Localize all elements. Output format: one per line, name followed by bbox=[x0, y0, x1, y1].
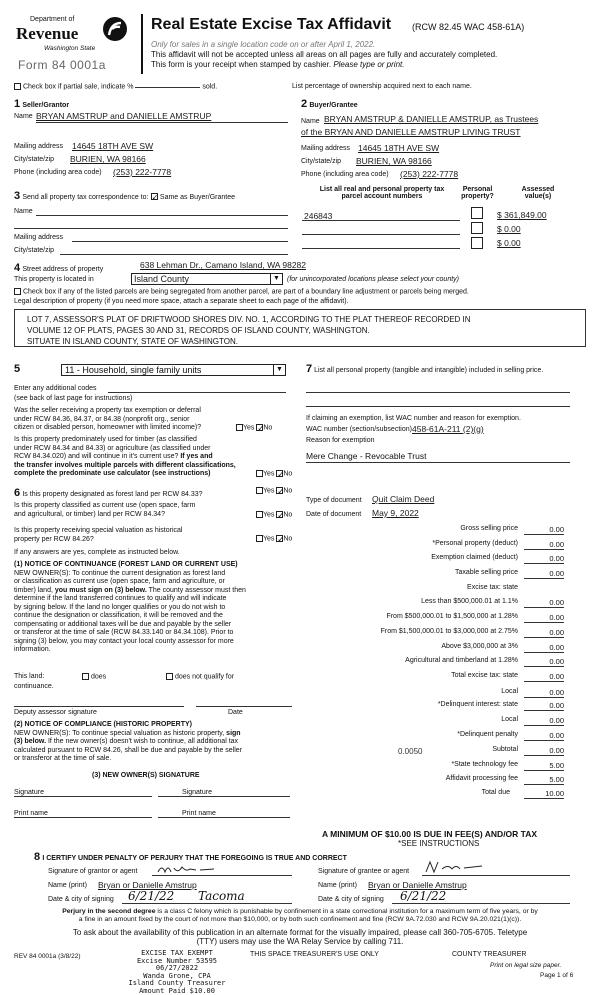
seller-addr-label: Mailing address bbox=[14, 143, 63, 150]
seller-num: 1 bbox=[14, 98, 20, 110]
owner-print-line-2[interactable] bbox=[158, 817, 290, 818]
personal-property-line-2[interactable] bbox=[306, 406, 570, 407]
parcel-h3: Assessed bbox=[508, 186, 568, 193]
grantor-date-label: Date & city of signing bbox=[48, 896, 114, 903]
section8-num: 8 bbox=[34, 851, 40, 863]
n2-line-2b: If the new owner(s) doesn't wish to continue, all additional tax bbox=[48, 738, 238, 745]
grantee-name-label: Name (print) bbox=[318, 882, 357, 889]
s6q2-yes-checkbox[interactable] bbox=[256, 511, 263, 518]
rcw-ref: (RCW 82.45 WAC 458-61A) bbox=[412, 22, 524, 32]
legal-line-3: SITUATE IN ISLAND COUNTY, STATE OF WASHINGTON. bbox=[27, 336, 573, 347]
parcel-header-2 bbox=[455, 186, 500, 200]
s6q3-line-b: property per RCW 84.26? bbox=[14, 536, 182, 545]
seller-name-line bbox=[36, 122, 288, 123]
parcel-h2b: property? bbox=[455, 193, 500, 200]
if-any-yes: If any answers are yes, complete as instructed below. bbox=[14, 549, 180, 556]
parcel-h2: Personal bbox=[455, 186, 500, 193]
owner-sig-line-2[interactable] bbox=[158, 796, 290, 797]
chevron-down-icon[interactable]: ▼ bbox=[273, 365, 285, 375]
form-number: Form 84 0001a bbox=[18, 58, 106, 72]
perjury-line-2: a fine in an amount fixed by the court of not more than $10,000, or by both such confinement and fine (RCW 9A.72.030 and RCW 9A.20.021(1)(c)). bbox=[14, 916, 586, 924]
doc-date-label: Date of document bbox=[306, 511, 361, 518]
section7-label bbox=[306, 363, 586, 375]
partial-sale-checkbox[interactable] bbox=[14, 83, 21, 90]
deputy-sig-label: Deputy assessor signature bbox=[14, 709, 97, 716]
total-value-5[interactable]: 0.00 bbox=[524, 598, 564, 608]
county-treasurer: COUNTY TREASURER bbox=[452, 951, 526, 958]
grantee-name[interactable]: Bryan or Danielle Amstrup bbox=[368, 880, 467, 890]
seller-city-label: City/state/zip bbox=[14, 156, 54, 163]
total-value-16[interactable]: 5.00 bbox=[524, 761, 564, 771]
assessed-value-2[interactable]: $ 0.00 bbox=[497, 224, 521, 234]
notice-continuance bbox=[14, 561, 296, 655]
buyer-phone[interactable]: (253) 222-7778 bbox=[400, 169, 458, 179]
no-label: No bbox=[283, 470, 292, 477]
subtitle-3b: Please type or print. bbox=[333, 60, 404, 69]
exemption-label: If claiming an exemption, list WAC number and reason for exemption. bbox=[306, 415, 521, 422]
total-label-12: *Delinquent interest: state bbox=[438, 701, 518, 708]
partial-sale-row bbox=[14, 83, 217, 90]
owner-print-label-1: Print name bbox=[14, 810, 48, 817]
q2-line-f: complete the predominate use calculator (see instructions) bbox=[14, 470, 236, 479]
doc-date[interactable]: May 9, 2022 bbox=[372, 508, 419, 518]
n2-line-1a: NEW OWNER(S): To continue special valuation as historic property, bbox=[14, 730, 224, 737]
total-label-1: *Personal property (deduct) bbox=[432, 540, 518, 547]
q2-line-c: RCW 84.34.020) and will continue in it's current use? bbox=[14, 453, 178, 460]
n1-line-4: determine if the land transferred continues to qualify and will indicate bbox=[14, 595, 296, 604]
state-label: Washington State bbox=[44, 45, 95, 52]
reason-line bbox=[306, 462, 570, 463]
dept-line1: Department of bbox=[30, 16, 74, 23]
n1-line-2: or classification as current use (open space, farm and agriculture, or bbox=[14, 578, 296, 587]
buyer-addr-label: Mailing address bbox=[301, 145, 350, 152]
treasurer-use: THIS SPACE TREASURER'S USE ONLY bbox=[250, 951, 379, 958]
grantor-name-label: Name (print) bbox=[48, 882, 87, 889]
parcel-h1b: parcel account numbers bbox=[302, 193, 462, 200]
grantor-name[interactable]: Bryan or Danielle Amstrup bbox=[98, 880, 197, 890]
total-value-0[interactable]: 0.00 bbox=[524, 525, 564, 535]
seller-phone[interactable]: (253) 222-7778 bbox=[113, 167, 171, 177]
seller-city[interactable]: BURIEN, WA 98166 bbox=[70, 154, 146, 164]
n2-line-4: or transferor at the time of sale. bbox=[14, 755, 296, 764]
n1-line-5: by signing below. If the land no longer qualifies or you do not wish to bbox=[14, 604, 296, 613]
grantee-date-line bbox=[392, 903, 570, 904]
yes-label: Yes bbox=[263, 535, 274, 542]
q1-yes-no bbox=[236, 424, 272, 431]
total-label-18: Total due bbox=[482, 789, 510, 796]
buyer-address[interactable]: 14645 18TH AVE SW bbox=[358, 143, 439, 153]
buyer-city[interactable]: BURIEN, WA 98166 bbox=[356, 156, 432, 166]
does-not-checkbox[interactable] bbox=[166, 673, 173, 680]
total-label-13: Local bbox=[501, 716, 518, 723]
seller-name-label: Name bbox=[14, 113, 33, 120]
stamp-line-3: 06/27/2022 bbox=[122, 965, 232, 973]
q1-line-c: citizen or disabled person, homeowner with limited income)? bbox=[14, 424, 201, 433]
s6q3-yes-no bbox=[256, 535, 292, 542]
total-value-7[interactable]: 0.00 bbox=[524, 628, 564, 638]
see-instructions: *SEE INSTRUCTIONS bbox=[398, 839, 479, 848]
section3-label: Send all property tax correspondence to: bbox=[22, 194, 148, 201]
section8-heading: I CERTIFY UNDER PENALTY OF PERJURY THAT THE FOREGOING IS TRUE AND CORRECT bbox=[42, 855, 347, 862]
total-value-9[interactable]: 0.00 bbox=[524, 657, 564, 667]
parcel-h3b: value(s) bbox=[508, 193, 568, 200]
treasurer-stamp bbox=[122, 950, 232, 995]
personal-property-checkbox-2[interactable] bbox=[471, 222, 483, 234]
section6-q1 bbox=[14, 487, 203, 499]
section3-name-line-2[interactable] bbox=[14, 228, 288, 229]
grantor-date-line bbox=[122, 903, 292, 904]
doc-type[interactable]: Quit Claim Deed bbox=[372, 494, 434, 504]
section3-addr-line[interactable] bbox=[72, 241, 288, 242]
subtitle-3a: This form is your receipt when stamped by cashier. bbox=[151, 60, 331, 69]
section7-num: 7 bbox=[306, 363, 312, 375]
buyer-heading-label: Buyer/Grantee bbox=[309, 102, 357, 109]
reason-label: Reason for exemption bbox=[306, 437, 374, 444]
wac-number[interactable]: 458-61A-211 (2)(g) bbox=[412, 424, 484, 434]
total-value-2[interactable]: 0.00 bbox=[524, 554, 564, 564]
this-land-label: This land: bbox=[14, 673, 44, 680]
ada-line-1: To ask about the availability of this publication in an alternate format for the visually impaired, please call 360-705-6705. Teletype bbox=[14, 928, 586, 937]
grantor-city[interactable]: Tacoma bbox=[198, 889, 245, 903]
section3-city-label: City/state/zip bbox=[14, 247, 54, 254]
n2-heading: (2) NOTICE OF COMPLIANCE (HISTORIC PROPERTY) bbox=[14, 721, 296, 730]
page-number: Page 1 of 6 bbox=[540, 972, 573, 979]
parcel-h1: List all real and personal property tax bbox=[302, 186, 462, 193]
total-value-13[interactable]: 0.00 bbox=[524, 716, 564, 726]
total-label-3: Taxable selling price bbox=[455, 569, 518, 576]
q1-line-b: under RCW 84.36, 84.37, or 84.38 (nonprofit org., senior bbox=[14, 416, 201, 425]
does-not-label: does not qualify for bbox=[175, 673, 234, 680]
section3-row bbox=[14, 190, 235, 202]
no-label: No bbox=[283, 511, 292, 518]
yes-label: Yes bbox=[263, 470, 274, 477]
rev-number: REV 84 0001a (3/8/22) bbox=[14, 953, 81, 960]
q2-line-e: the transfer involves multiple parcels with different classifications, bbox=[14, 462, 236, 471]
total-value-8[interactable]: 0.00 bbox=[524, 643, 564, 653]
same-as-buyer-checkbox[interactable]: ✓ bbox=[151, 193, 158, 200]
grantee-date[interactable]: 6/21/22 bbox=[400, 889, 446, 903]
parcel-line-1 bbox=[302, 220, 460, 221]
timber-question bbox=[14, 436, 236, 479]
continuance-label: continuance. bbox=[14, 683, 54, 690]
total-value-10[interactable]: 0.00 bbox=[524, 672, 564, 682]
total-label-10: Total excise tax: state bbox=[451, 672, 518, 679]
buyer-phone-label: Phone (including area code) bbox=[301, 171, 389, 178]
q2-line-b: under RCW 84.34 and 84.33) or agriculture (as classified under bbox=[14, 445, 236, 454]
wac-label: WAC number (section/subsection) bbox=[306, 426, 412, 433]
total-value-15[interactable]: 0.00 bbox=[524, 746, 564, 756]
n1-line-8: or transferor at the time of sale (RCW 84.33.140 or 84.34.108). Prior to bbox=[14, 629, 296, 638]
section3-addr-label: Mailing address bbox=[14, 234, 63, 241]
header-divider bbox=[141, 14, 143, 74]
n1-line-3a: timber) land, bbox=[14, 587, 53, 594]
seller-name[interactable]: BRYAN AMSTRUP and DANIELLE AMSTRUP bbox=[36, 111, 211, 121]
new-owner-sig-heading: (3) NEW OWNER(S) SIGNATURE bbox=[92, 772, 200, 779]
grantee-sig-label: Signature of grantee or agent bbox=[318, 868, 409, 875]
q2-line-a: Is this property predominately used for timber (as classified bbox=[14, 436, 236, 445]
owner-sig-label-1: Signature bbox=[14, 789, 44, 796]
q1-yes-checkbox[interactable] bbox=[236, 424, 243, 431]
q2-yes-no bbox=[256, 470, 292, 477]
owner-print-line-1[interactable] bbox=[14, 817, 152, 818]
section4-num: 4 bbox=[14, 262, 20, 274]
doc-type-label: Type of document bbox=[306, 497, 362, 504]
total-value-1[interactable]: 0.00 bbox=[524, 540, 564, 550]
street-label: Street address of property bbox=[22, 266, 103, 273]
legal-description-box[interactable] bbox=[14, 309, 586, 347]
s6q2-line-a: Is this property classified as current use (open space, farm bbox=[14, 502, 195, 511]
buyer-name-label: Name bbox=[301, 118, 320, 125]
legal-line-2: VOLUME 12 OF PLATS, PAGES 30 AND 31, RECORDS OF ISLAND COUNTY, WASHINGTON. bbox=[27, 325, 573, 336]
q2-no-checkbox[interactable]: ✓ bbox=[276, 470, 283, 477]
s6q3-yes-checkbox[interactable] bbox=[256, 535, 263, 542]
buyer-name-2[interactable]: of the BRYAN AND DANIELLE AMSTRUP LIVING TRUST bbox=[301, 127, 521, 137]
total-value-17[interactable]: 5.00 bbox=[524, 775, 564, 785]
property-street[interactable]: 638 Lehman Dr., Camano Island, WA 98282 bbox=[140, 260, 306, 270]
perjury-line-1: is a class C felony which is punishable by confinement in a state correctional institution for a maximum term of five years, or by bbox=[157, 908, 537, 915]
s6q2-yes-no bbox=[256, 511, 292, 518]
section3-num: 3 bbox=[14, 190, 20, 202]
n1-line-3b: you must sign on (3) below. bbox=[55, 587, 147, 594]
n1-line-3c: The county assessor must then bbox=[149, 587, 246, 594]
total-label-15: Subtotal bbox=[492, 746, 518, 753]
revenue-logo-icon bbox=[102, 16, 128, 42]
buyer-num: 2 bbox=[301, 98, 307, 110]
s6q1-yes-checkbox[interactable] bbox=[256, 487, 263, 494]
q2-line-d: If yes and bbox=[180, 453, 212, 460]
form-title: Real Estate Excise Tax Affidavit bbox=[151, 16, 391, 34]
total-label-0: Gross selling price bbox=[460, 525, 518, 532]
n1-line-10: information. bbox=[14, 646, 296, 655]
assessed-value-3[interactable]: $ 0.00 bbox=[497, 238, 521, 248]
personal-property-checkbox-1[interactable] bbox=[471, 207, 483, 219]
stamp-line-1: EXCISE TAX EXEMPT bbox=[122, 950, 232, 958]
legal-line-1: LOT 7, ASSESSOR'S PLAT OF DRIFTWOOD SHORES DIV. NO. 1, ACCORDING TO THE PLAT THEREOF RECORDED IN bbox=[27, 314, 573, 325]
owner-sig-line-1[interactable] bbox=[14, 796, 152, 797]
q1-line-a: Was the seller receiving a property tax exemption or deferral bbox=[14, 407, 201, 416]
perjury-notice bbox=[14, 908, 586, 924]
total-label-4: Excise tax: state bbox=[467, 584, 518, 591]
total-value-18[interactable]: 10.00 bbox=[524, 789, 564, 799]
owner-print-label-2: Print name bbox=[182, 810, 216, 817]
total-label-6: From $500,000.01 to $1,500,000 at 1.28% bbox=[386, 613, 518, 620]
q1-no-checkbox[interactable]: ✓ bbox=[256, 424, 263, 431]
n1-line-9: signing (3) below, you may contact your local county assessor for more bbox=[14, 638, 296, 647]
parcel-line-2[interactable] bbox=[302, 234, 460, 235]
section6-num: 6 bbox=[14, 487, 20, 499]
q2-yes-checkbox[interactable] bbox=[256, 470, 263, 477]
n2-line-2a: (3) below. bbox=[14, 738, 46, 745]
total-label-2: Exemption claimed (deduct) bbox=[431, 554, 518, 561]
partial-pct-field[interactable] bbox=[135, 87, 200, 88]
grantor-date[interactable]: 6/21/22 bbox=[128, 889, 174, 903]
yes-label: Yes bbox=[243, 424, 254, 431]
total-label-17: Affidavit processing fee bbox=[446, 775, 518, 782]
additional-codes-label: Enter any additional codes bbox=[14, 385, 97, 392]
s6q3-line-a: Is this property receiving special valuation as historical bbox=[14, 527, 182, 536]
s6q3-no-checkbox[interactable]: ✓ bbox=[276, 535, 283, 542]
land-use-value: 11 - Household, single family units bbox=[65, 365, 201, 375]
sold-label: sold. bbox=[202, 83, 217, 90]
stamp-line-6: Amount Paid $10.00 bbox=[122, 988, 232, 995]
local-rate: 0.0050 bbox=[398, 747, 422, 756]
n1-line-1: NEW OWNER(S): To continue the current designation as forest land bbox=[14, 570, 296, 579]
additional-codes-line[interactable] bbox=[108, 392, 286, 393]
section6-q2 bbox=[14, 502, 195, 519]
buyer-heading bbox=[301, 98, 358, 110]
n2-line-1b: sign bbox=[226, 730, 240, 737]
legal-desc-label: Legal description of property (if you need more space, attach a separate sheet to each page of the affidavit). bbox=[14, 298, 349, 305]
section4-street-row bbox=[14, 262, 103, 274]
s6q2-no-checkbox[interactable]: ✓ bbox=[276, 511, 283, 518]
ada-line-2: (TTY) users may use the WA Relay Service by calling 711. bbox=[14, 937, 586, 946]
notice-compliance bbox=[14, 721, 296, 764]
subtitle-3 bbox=[151, 60, 404, 69]
grantee-signature-icon bbox=[424, 860, 484, 876]
located-label: This property is located in bbox=[14, 276, 94, 283]
seller-heading bbox=[14, 98, 69, 110]
no-label: No bbox=[263, 424, 272, 431]
does-row bbox=[82, 673, 106, 680]
perjury-bold: Perjury in the second degree bbox=[62, 908, 155, 915]
section6-q1-label: Is this property designated as forest land per RCW 84.33? bbox=[22, 491, 202, 498]
partial-sale-label: Check box if partial sale, indicate % bbox=[23, 83, 134, 90]
section6-q3 bbox=[14, 527, 182, 544]
segregate-checkbox[interactable] bbox=[14, 288, 21, 295]
does-checkbox[interactable] bbox=[82, 673, 89, 680]
deputy-sig-line[interactable] bbox=[14, 706, 184, 707]
exemption-reason[interactable]: Mere Change - Revocable Trust bbox=[306, 451, 426, 461]
county-value: Island County bbox=[134, 274, 189, 284]
total-value-11[interactable]: 0.00 bbox=[524, 688, 564, 698]
total-label-5: Less than $500,000.01 at 1.1% bbox=[421, 598, 518, 605]
total-label-14: *Delinquent penalty bbox=[457, 731, 518, 738]
seller-address[interactable]: 14645 18TH AVE SW bbox=[72, 141, 153, 151]
unincorporated-note: (for unincorporated locations please select your county) bbox=[287, 276, 459, 283]
total-value-14[interactable]: 0.00 bbox=[524, 731, 564, 741]
buyer-name-1[interactable]: BRYAN AMSTRUP & DANIELLE AMSTRUP, as Trustees bbox=[324, 114, 538, 124]
same-as-buyer-label: Same as Buyer/Grantee bbox=[160, 194, 235, 201]
n1-line-6: continue the designation or classification, it will be removed and the bbox=[14, 612, 296, 621]
yes-label: Yes bbox=[263, 487, 274, 494]
dept-line2: Revenue bbox=[16, 24, 78, 44]
seller-phone-label: Phone (including area code) bbox=[14, 169, 102, 176]
county-select[interactable] bbox=[131, 273, 283, 285]
total-label-11: Local bbox=[501, 688, 518, 695]
personal-property-checkbox-3[interactable] bbox=[471, 237, 483, 249]
additional-codes-note: (see back of last page for instructions) bbox=[14, 395, 132, 402]
parcel-acct-1[interactable]: 246843 bbox=[304, 211, 332, 221]
no-label: No bbox=[283, 535, 292, 542]
section3-name-label: Name bbox=[14, 208, 33, 215]
legal-paper-note: Print on legal size paper. bbox=[490, 962, 561, 969]
total-value-3[interactable]: 0.00 bbox=[524, 569, 564, 579]
stamp-line-5: Island County Treasurer bbox=[122, 980, 232, 988]
n2-line-3: calculated pursuant to RCW 84.26, shall be due and payable by the seller bbox=[14, 747, 296, 756]
total-label-7: From $1,500,000.01 to $3,000,000 at 2.75% bbox=[381, 628, 518, 635]
exemption-question bbox=[14, 407, 201, 433]
dor-logo bbox=[14, 12, 134, 82]
personal-property-line-1[interactable] bbox=[306, 392, 570, 393]
yes-label: Yes bbox=[263, 511, 274, 518]
no-label: No bbox=[283, 487, 292, 494]
s6q1-no-checkbox[interactable]: ✓ bbox=[276, 487, 283, 494]
subtitle-2: This affidavit will not be accepted unless all areas on all pages are fully and accurately completed. bbox=[151, 50, 497, 59]
land-use-select[interactable] bbox=[61, 364, 286, 376]
grantee-date-label: Date & city of signing bbox=[318, 896, 384, 903]
deputy-date-label: Date bbox=[228, 709, 243, 716]
total-label-16: *State technology fee bbox=[451, 761, 518, 768]
stamp-line-4: Wanda Grone, CPA bbox=[122, 973, 232, 981]
subtitle-1: Only for sales in a single location code on or after April 1, 2022. bbox=[151, 40, 375, 49]
minimum-due: A MINIMUM OF $10.00 IS DUE IN FEE(S) AND/OR TAX bbox=[322, 829, 537, 839]
section5-num: 5 bbox=[14, 363, 20, 375]
grantor-sig-label: Signature of grantor or agent bbox=[48, 868, 138, 875]
parcel-line-3[interactable] bbox=[302, 248, 460, 249]
does-not-row bbox=[166, 673, 234, 680]
ada-notice bbox=[14, 928, 586, 946]
s6q1-yes-no bbox=[256, 487, 292, 494]
stamp-line-2: Excise Number 53595 bbox=[122, 958, 232, 966]
seller-heading-label: Seller/Grantor bbox=[22, 102, 69, 109]
list-percentage-note: List percentage of ownership acquired next to each name. bbox=[292, 83, 472, 90]
owner-sig-label-2: Signature bbox=[182, 789, 212, 796]
n1-line-7: compensating or additional taxes will be due and payable by the seller bbox=[14, 621, 296, 630]
total-value-12[interactable]: 0.00 bbox=[524, 701, 564, 711]
segregate-row bbox=[14, 288, 469, 295]
total-label-8: Above $3,000,000 at 3% bbox=[441, 643, 518, 650]
section3-name-line[interactable] bbox=[36, 215, 288, 216]
deputy-date-line[interactable] bbox=[196, 706, 292, 707]
parcel-header-3 bbox=[508, 186, 568, 200]
buyer-city-label: City/state/zip bbox=[301, 158, 341, 165]
chevron-down-icon[interactable]: ▼ bbox=[270, 274, 282, 284]
section3-city-line[interactable] bbox=[60, 254, 288, 255]
total-label-9: Agricultural and timberland at 1.28% bbox=[405, 657, 518, 664]
total-value-6[interactable]: 0.00 bbox=[524, 613, 564, 623]
section7-text: List all personal property (tangible and intangible) included in selling price. bbox=[314, 367, 543, 374]
does-label: does bbox=[91, 673, 106, 680]
parcel-header-1 bbox=[302, 186, 462, 200]
segregate-label: Check box if any of the listed parcels are being segregated from another parcel, are part of a boundary line adjustment or parcels being merged. bbox=[23, 288, 469, 295]
grantor-signature-icon bbox=[156, 862, 216, 876]
assessed-value-1[interactable]: $ 361,849.00 bbox=[497, 210, 547, 220]
n1-heading: (1) NOTICE OF CONTINUANCE (FOREST LAND OR CURRENT USE) bbox=[14, 561, 296, 570]
s6q2-line-b: and agricultural, or timber) land per RCW 84.34? bbox=[14, 511, 195, 520]
